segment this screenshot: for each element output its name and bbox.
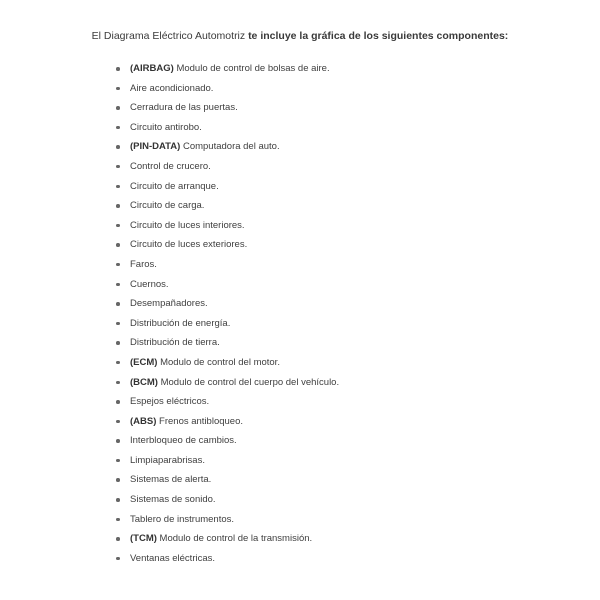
component-label: Faros.: [130, 258, 157, 270]
list-item: [114, 490, 544, 510]
component-label: Control de crucero.: [130, 160, 211, 172]
component-label: Cerradura de las puertas.: [130, 102, 238, 114]
component-code: (PIN-DATA): [130, 141, 181, 153]
component-label: Circuito de luces exteriores.: [130, 239, 248, 251]
list-item: [114, 177, 544, 197]
component-label: Ventanas eléctricas.: [130, 552, 216, 564]
component-label: Interbloqueo de cambios.: [130, 435, 237, 447]
component-label: Frenos antibloqueo.: [156, 415, 244, 427]
component-label: Modulo de control del motor.: [157, 356, 280, 368]
component-label: Limpiaparabrisas.: [130, 454, 205, 466]
component-label: Circuito antirobo.: [130, 121, 202, 133]
page-title-bold: te incluye la gráfica de los siguientes componentes:: [248, 30, 509, 42]
page-title: [56, 28, 544, 45]
component-code: (BCM): [130, 376, 158, 388]
list-item: [114, 431, 544, 451]
list-item: [114, 79, 544, 99]
list-item: [114, 255, 544, 275]
list-item: [114, 137, 544, 157]
list-item: [114, 412, 544, 432]
component-label: Modulo de control de la transmisión.: [156, 533, 313, 545]
list-item: [114, 353, 544, 373]
component-label: Sistemas de alerta.: [130, 474, 212, 486]
list-item: [114, 470, 544, 490]
list-item: [114, 118, 544, 138]
component-label: Distribución de energía.: [130, 317, 231, 329]
component-label: Cuernos.: [130, 278, 169, 290]
component-code: (TCM): [130, 533, 157, 545]
component-label: Circuito de carga.: [130, 200, 205, 212]
list-item: [114, 98, 544, 118]
list-item: [114, 314, 544, 334]
component-label: Circuito de luces interiores.: [130, 219, 245, 231]
list-item: [114, 275, 544, 295]
list-item: [114, 235, 544, 255]
page-title-regular: El Diagrama Eléctrico Automotriz: [91, 30, 249, 42]
component-label: Distribución de tierra.: [130, 337, 220, 349]
component-code: (AIRBAG): [130, 63, 174, 74]
list-item: [114, 451, 544, 471]
component-code: (ABS): [130, 415, 157, 427]
components-list: [56, 59, 544, 568]
component-label: Desempañadores.: [130, 298, 208, 310]
component-label: Computadora del auto.: [180, 141, 280, 153]
list-item: [114, 59, 544, 79]
list-item: [114, 529, 544, 549]
component-label: Aire acondicionado.: [130, 82, 214, 94]
component-label: Modulo de control del cuerpo del vehículo.: [157, 376, 340, 388]
list-item: [114, 196, 544, 216]
list-item: [114, 510, 544, 530]
list-item: [114, 392, 544, 412]
list-item: [114, 549, 544, 569]
component-label: Tablero de instrumentos.: [130, 513, 235, 525]
component-label: Circuito de arranque.: [130, 180, 219, 192]
component-label: Sistemas de sonido.: [130, 494, 216, 506]
list-item: [114, 333, 544, 353]
component-label: Modulo de control de bolsas de aire.: [173, 63, 330, 74]
component-code: (ECM): [130, 356, 158, 368]
list-item: [114, 216, 544, 236]
component-label: Espejos eléctricos.: [130, 396, 210, 408]
list-item: [114, 294, 544, 314]
list-item: [114, 157, 544, 177]
list-item: [114, 373, 544, 393]
